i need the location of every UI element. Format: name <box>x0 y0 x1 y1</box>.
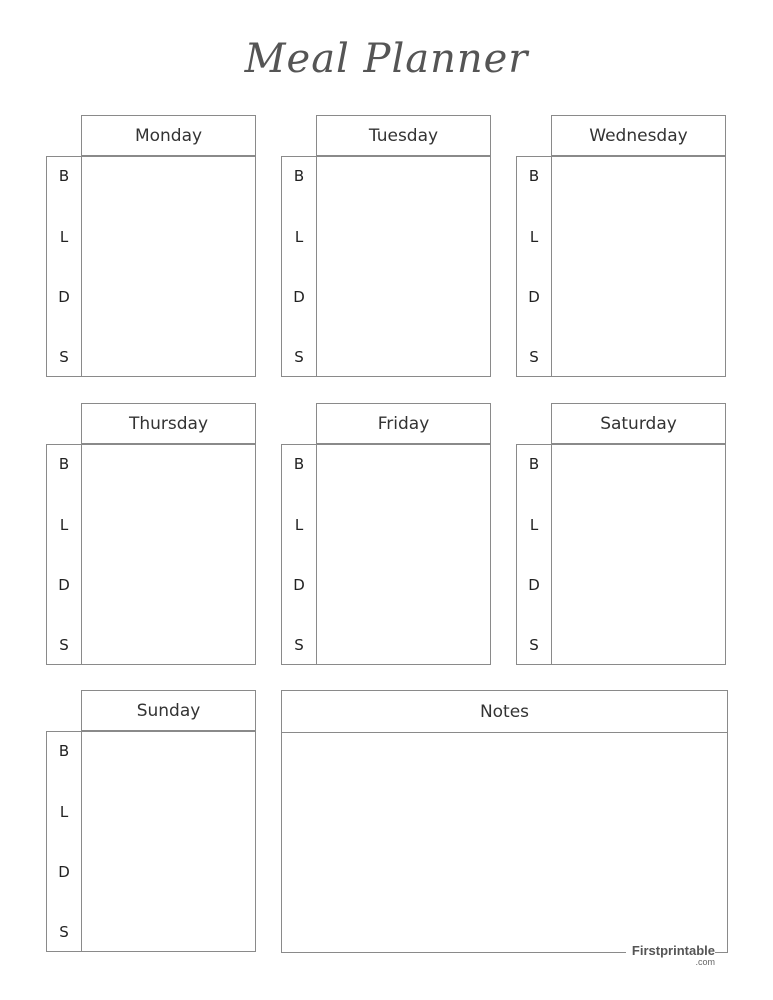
page-title: Meal Planner <box>244 36 529 82</box>
day-header: Friday <box>316 403 491 444</box>
meal-label-lunch: L <box>294 228 304 246</box>
meal-labels-column <box>516 444 552 665</box>
meal-label-dinner: D <box>293 288 305 306</box>
meal-label-snack: S <box>294 348 304 366</box>
brand-logo <box>626 943 715 967</box>
meal-label-lunch: L <box>529 228 539 246</box>
day-header: Thursday <box>81 403 256 444</box>
meal-label-dinner: D <box>528 576 540 594</box>
meal-labels-column <box>281 444 317 665</box>
day-card-wednesday <box>516 115 728 378</box>
meal-label-lunch: L <box>59 228 69 246</box>
meal-writing-area[interactable] <box>81 731 256 952</box>
meal-label-lunch: L <box>59 516 69 534</box>
meal-label-lunch: L <box>294 516 304 534</box>
meal-label-breakfast: B <box>528 455 540 473</box>
meal-labels-column <box>516 156 552 377</box>
day-header: Tuesday <box>316 115 491 156</box>
notes-writing-area[interactable] <box>281 732 728 953</box>
brand-domain: .com <box>695 957 715 967</box>
notes-card <box>281 690 728 953</box>
day-card-monday <box>46 115 258 378</box>
meal-label-breakfast: B <box>528 167 540 185</box>
notes-header: Notes <box>281 690 728 733</box>
meal-labels-column <box>46 731 82 952</box>
meal-label-lunch: L <box>59 803 69 821</box>
meal-label-lunch: L <box>529 516 539 534</box>
meal-writing-area[interactable] <box>316 444 491 665</box>
meal-label-breakfast: B <box>58 455 70 473</box>
meal-writing-area[interactable] <box>551 156 726 377</box>
day-header: Monday <box>81 115 256 156</box>
day-card-friday <box>281 403 493 666</box>
meal-label-breakfast: B <box>293 167 305 185</box>
meal-label-dinner: D <box>58 863 70 881</box>
meal-label-snack: S <box>529 348 539 366</box>
brand-name: Firstprintable <box>631 943 715 958</box>
day-card-tuesday <box>281 115 493 378</box>
meal-writing-area[interactable] <box>81 444 256 665</box>
day-card-saturday <box>516 403 728 666</box>
meal-label-dinner: D <box>528 288 540 306</box>
meal-label-breakfast: B <box>58 742 70 760</box>
day-header: Wednesday <box>551 115 726 156</box>
meal-label-breakfast: B <box>58 167 70 185</box>
meal-label-snack: S <box>59 348 69 366</box>
day-header: Sunday <box>81 690 256 731</box>
meal-writing-area[interactable] <box>551 444 726 665</box>
meal-label-snack: S <box>59 923 69 941</box>
day-card-thursday <box>46 403 258 666</box>
meal-writing-area[interactable] <box>316 156 491 377</box>
day-header: Saturday <box>551 403 726 444</box>
meal-label-snack: S <box>294 636 304 654</box>
meal-labels-column <box>281 156 317 377</box>
meal-labels-column <box>46 156 82 377</box>
meal-label-breakfast: B <box>293 455 305 473</box>
meal-labels-column <box>46 444 82 665</box>
meal-label-dinner: D <box>58 576 70 594</box>
meal-label-dinner: D <box>58 288 70 306</box>
meal-writing-area[interactable] <box>81 156 256 377</box>
meal-label-dinner: D <box>293 576 305 594</box>
day-card-sunday <box>46 690 258 953</box>
meal-label-snack: S <box>529 636 539 654</box>
meal-label-snack: S <box>59 636 69 654</box>
